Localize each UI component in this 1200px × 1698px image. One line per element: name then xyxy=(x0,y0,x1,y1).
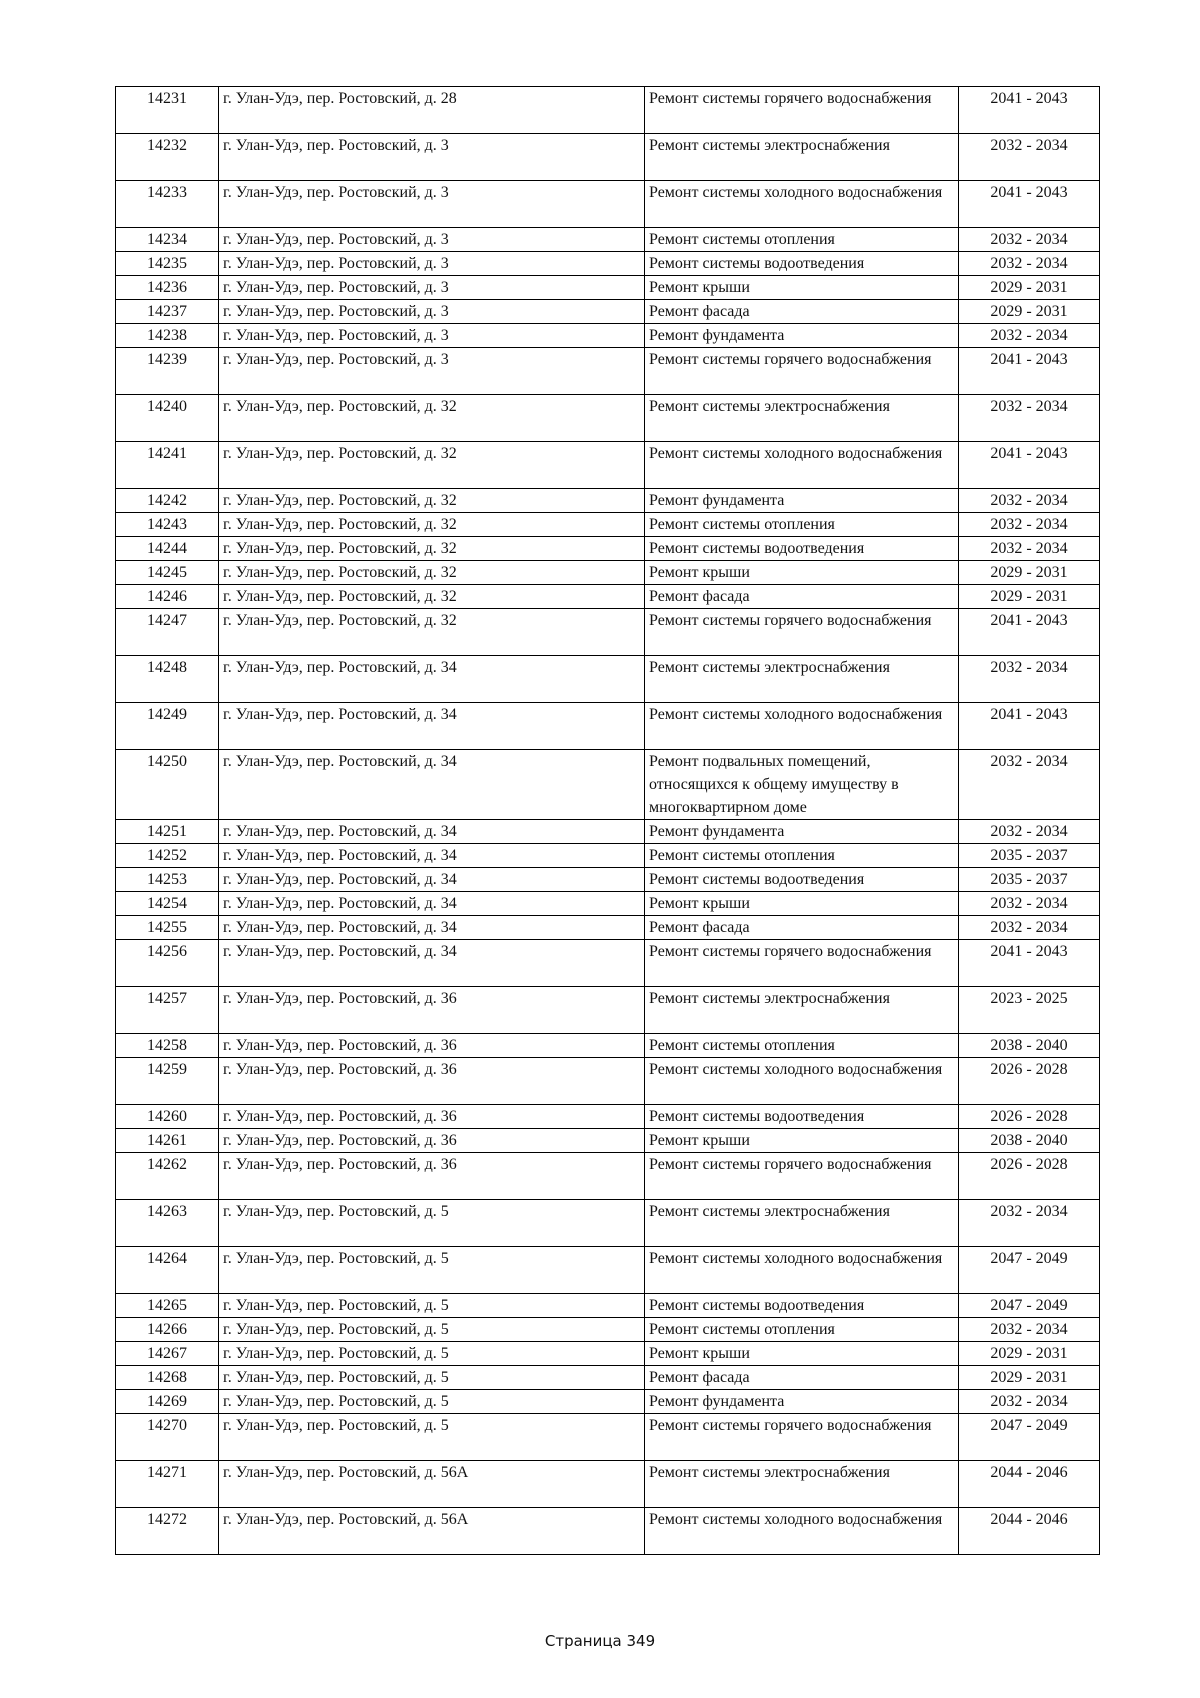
row-work-type: Ремонт системы водоотведения xyxy=(645,537,959,561)
row-work-type: Ремонт системы отопления xyxy=(645,228,959,252)
row-number: 14268 xyxy=(116,1366,219,1390)
row-address: г. Улан-Удэ, пер. Ростовский, д. 32 xyxy=(219,561,645,585)
row-number: 14270 xyxy=(116,1414,219,1461)
row-number: 14243 xyxy=(116,513,219,537)
row-work-type: Ремонт подвальных помещений, относящихся к общему имуществу в многоквартирном доме xyxy=(645,750,959,820)
row-period: 2032 - 2034 xyxy=(959,489,1100,513)
row-period: 2041 - 2043 xyxy=(959,348,1100,395)
table-row xyxy=(116,868,1100,892)
row-address: г. Улан-Удэ, пер. Ростовский, д. 36 xyxy=(219,1153,645,1200)
row-work-type: Ремонт системы горячего водоснабжения xyxy=(645,1153,959,1200)
table-row xyxy=(116,1508,1100,1555)
row-address: г. Улан-Удэ, пер. Ростовский, д. 3 xyxy=(219,324,645,348)
row-number: 14246 xyxy=(116,585,219,609)
table-row xyxy=(116,324,1100,348)
row-number: 14240 xyxy=(116,395,219,442)
row-address: г. Улан-Удэ, пер. Ростовский, д. 5 xyxy=(219,1294,645,1318)
row-number: 14233 xyxy=(116,181,219,228)
row-number: 14259 xyxy=(116,1058,219,1105)
row-number: 14258 xyxy=(116,1034,219,1058)
row-work-type: Ремонт крыши xyxy=(645,1129,959,1153)
row-period: 2047 - 2049 xyxy=(959,1414,1100,1461)
table-row xyxy=(116,1414,1100,1461)
row-address: г. Улан-Удэ, пер. Ростовский, д. 36 xyxy=(219,1058,645,1105)
row-number: 14245 xyxy=(116,561,219,585)
table-row xyxy=(116,585,1100,609)
row-number: 14255 xyxy=(116,916,219,940)
row-work-type: Ремонт системы отопления xyxy=(645,1034,959,1058)
row-address: г. Улан-Удэ, пер. Ростовский, д. 32 xyxy=(219,513,645,537)
table-row xyxy=(116,134,1100,181)
row-address: г. Улан-Удэ, пер. Ростовский, д. 3 xyxy=(219,181,645,228)
row-address: г. Улан-Удэ, пер. Ростовский, д. 3 xyxy=(219,276,645,300)
row-address: г. Улан-Удэ, пер. Ростовский, д. 32 xyxy=(219,395,645,442)
row-number: 14254 xyxy=(116,892,219,916)
row-work-type: Ремонт системы отопления xyxy=(645,513,959,537)
row-address: г. Улан-Удэ, пер. Ростовский, д. 32 xyxy=(219,489,645,513)
table-row xyxy=(116,1129,1100,1153)
row-period: 2026 - 2028 xyxy=(959,1153,1100,1200)
table-row xyxy=(116,1294,1100,1318)
row-number: 14271 xyxy=(116,1461,219,1508)
row-number: 14256 xyxy=(116,940,219,987)
table-row xyxy=(116,1034,1100,1058)
row-period: 2032 - 2034 xyxy=(959,228,1100,252)
row-number: 14249 xyxy=(116,703,219,750)
row-period: 2035 - 2037 xyxy=(959,844,1100,868)
row-address: г. Улан-Удэ, пер. Ростовский, д. 34 xyxy=(219,868,645,892)
row-address: г. Улан-Удэ, пер. Ростовский, д. 36 xyxy=(219,1129,645,1153)
row-number: 14250 xyxy=(116,750,219,820)
row-period: 2041 - 2043 xyxy=(959,609,1100,656)
table-body xyxy=(116,87,1100,1555)
row-work-type: Ремонт крыши xyxy=(645,276,959,300)
table-row xyxy=(116,1318,1100,1342)
table-row xyxy=(116,609,1100,656)
row-period: 2032 - 2034 xyxy=(959,892,1100,916)
table-row xyxy=(116,820,1100,844)
row-number: 14253 xyxy=(116,868,219,892)
row-work-type: Ремонт системы отопления xyxy=(645,844,959,868)
table-row xyxy=(116,228,1100,252)
row-number: 14234 xyxy=(116,228,219,252)
row-work-type: Ремонт фундамента xyxy=(645,489,959,513)
row-address: г. Улан-Удэ, пер. Ростовский, д. 34 xyxy=(219,916,645,940)
row-number: 14252 xyxy=(116,844,219,868)
table-row xyxy=(116,987,1100,1034)
row-period: 2032 - 2034 xyxy=(959,656,1100,703)
table-row xyxy=(116,276,1100,300)
row-period: 2023 - 2025 xyxy=(959,987,1100,1034)
table-row xyxy=(116,1461,1100,1508)
row-number: 14242 xyxy=(116,489,219,513)
row-work-type: Ремонт системы горячего водоснабжения xyxy=(645,348,959,395)
table-row xyxy=(116,1105,1100,1129)
row-period: 2032 - 2034 xyxy=(959,750,1100,820)
row-address: г. Улан-Удэ, пер. Ростовский, д. 3 xyxy=(219,134,645,181)
row-period: 2029 - 2031 xyxy=(959,300,1100,324)
table-row xyxy=(116,1342,1100,1366)
table-row xyxy=(116,252,1100,276)
row-work-type: Ремонт системы электроснабжения xyxy=(645,656,959,703)
row-address: г. Улан-Удэ, пер. Ростовский, д. 36 xyxy=(219,1105,645,1129)
row-work-type: Ремонт системы холодного водоснабжения xyxy=(645,442,959,489)
row-address: г. Улан-Удэ, пер. Ростовский, д. 34 xyxy=(219,820,645,844)
row-period: 2032 - 2034 xyxy=(959,537,1100,561)
row-address: г. Улан-Удэ, пер. Ростовский, д. 5 xyxy=(219,1342,645,1366)
row-work-type: Ремонт фасада xyxy=(645,300,959,324)
row-address: г. Улан-Удэ, пер. Ростовский, д. 32 xyxy=(219,537,645,561)
row-number: 14232 xyxy=(116,134,219,181)
row-address: г. Улан-Удэ, пер. Ростовский, д. 5 xyxy=(219,1366,645,1390)
table-row xyxy=(116,703,1100,750)
row-number: 14269 xyxy=(116,1390,219,1414)
page-number-footer: Страница 349 xyxy=(544,1632,656,1650)
table-row xyxy=(116,442,1100,489)
row-address: г. Улан-Удэ, пер. Ростовский, д. 5 xyxy=(219,1318,645,1342)
row-address: г. Улан-Удэ, пер. Ростовский, д. 3 xyxy=(219,348,645,395)
table-row xyxy=(116,1247,1100,1294)
row-work-type: Ремонт системы электроснабжения xyxy=(645,395,959,442)
row-work-type: Ремонт крыши xyxy=(645,1342,959,1366)
row-period: 2032 - 2034 xyxy=(959,1318,1100,1342)
row-number: 14257 xyxy=(116,987,219,1034)
row-number: 14251 xyxy=(116,820,219,844)
row-address: г. Улан-Удэ, пер. Ростовский, д. 32 xyxy=(219,585,645,609)
row-work-type: Ремонт системы отопления xyxy=(645,1318,959,1342)
row-number: 14236 xyxy=(116,276,219,300)
table-row xyxy=(116,87,1100,134)
row-work-type: Ремонт системы электроснабжения xyxy=(645,1461,959,1508)
row-address: г. Улан-Удэ, пер. Ростовский, д. 3 xyxy=(219,252,645,276)
row-period: 2032 - 2034 xyxy=(959,1200,1100,1247)
row-period: 2026 - 2028 xyxy=(959,1058,1100,1105)
row-work-type: Ремонт крыши xyxy=(645,561,959,585)
table-row xyxy=(116,537,1100,561)
row-number: 14235 xyxy=(116,252,219,276)
row-number: 14241 xyxy=(116,442,219,489)
row-work-type: Ремонт системы электроснабжения xyxy=(645,134,959,181)
row-work-type: Ремонт системы горячего водоснабжения xyxy=(645,1414,959,1461)
row-work-type: Ремонт фасада xyxy=(645,585,959,609)
row-address: г. Улан-Удэ, пер. Ростовский, д. 5 xyxy=(219,1390,645,1414)
row-work-type: Ремонт системы холодного водоснабжения xyxy=(645,1508,959,1555)
table-row xyxy=(116,1200,1100,1247)
row-number: 14263 xyxy=(116,1200,219,1247)
table-row xyxy=(116,181,1100,228)
table-row xyxy=(116,940,1100,987)
table-row xyxy=(116,1366,1100,1390)
row-address: г. Улан-Удэ, пер. Ростовский, д. 5 xyxy=(219,1247,645,1294)
row-period: 2029 - 2031 xyxy=(959,585,1100,609)
row-address: г. Улан-Удэ, пер. Ростовский, д. 34 xyxy=(219,656,645,703)
row-work-type: Ремонт фундамента xyxy=(645,1390,959,1414)
row-period: 2029 - 2031 xyxy=(959,1366,1100,1390)
row-period: 2032 - 2034 xyxy=(959,395,1100,442)
row-address: г. Улан-Удэ, пер. Ростовский, д. 34 xyxy=(219,892,645,916)
row-work-type: Ремонт системы горячего водоснабжения xyxy=(645,87,959,134)
table-row xyxy=(116,656,1100,703)
row-address: г. Улан-Удэ, пер. Ростовский, д. 36 xyxy=(219,1034,645,1058)
row-work-type: Ремонт системы электроснабжения xyxy=(645,1200,959,1247)
row-period: 2038 - 2040 xyxy=(959,1129,1100,1153)
row-address: г. Улан-Удэ, пер. Ростовский, д. 34 xyxy=(219,940,645,987)
row-number: 14262 xyxy=(116,1153,219,1200)
row-number: 14267 xyxy=(116,1342,219,1366)
row-period: 2032 - 2034 xyxy=(959,134,1100,181)
row-work-type: Ремонт системы холодного водоснабжения xyxy=(645,703,959,750)
row-address: г. Улан-Удэ, пер. Ростовский, д. 56А xyxy=(219,1461,645,1508)
row-work-type: Ремонт системы водоотведения xyxy=(645,1294,959,1318)
row-period: 2041 - 2043 xyxy=(959,87,1100,134)
row-number: 14266 xyxy=(116,1318,219,1342)
table-row xyxy=(116,300,1100,324)
row-period: 2032 - 2034 xyxy=(959,1390,1100,1414)
row-work-type: Ремонт фасада xyxy=(645,916,959,940)
table-row xyxy=(116,1058,1100,1105)
row-work-type: Ремонт системы электроснабжения xyxy=(645,987,959,1034)
row-period: 2032 - 2034 xyxy=(959,324,1100,348)
row-number: 14248 xyxy=(116,656,219,703)
repair-schedule-table xyxy=(115,86,1100,1555)
row-period: 2029 - 2031 xyxy=(959,276,1100,300)
row-work-type: Ремонт фасада xyxy=(645,1366,959,1390)
row-period: 2029 - 2031 xyxy=(959,1342,1100,1366)
row-work-type: Ремонт системы горячего водоснабжения xyxy=(645,940,959,987)
row-number: 14247 xyxy=(116,609,219,656)
row-period: 2041 - 2043 xyxy=(959,940,1100,987)
table-row xyxy=(116,750,1100,820)
row-number: 14260 xyxy=(116,1105,219,1129)
row-period: 2047 - 2049 xyxy=(959,1247,1100,1294)
table-row xyxy=(116,348,1100,395)
row-work-type: Ремонт фундамента xyxy=(645,324,959,348)
row-number: 14239 xyxy=(116,348,219,395)
row-number: 14231 xyxy=(116,87,219,134)
table-row xyxy=(116,1390,1100,1414)
row-period: 2035 - 2037 xyxy=(959,868,1100,892)
row-number: 14261 xyxy=(116,1129,219,1153)
row-period: 2041 - 2043 xyxy=(959,703,1100,750)
row-number: 14265 xyxy=(116,1294,219,1318)
row-work-type: Ремонт фундамента xyxy=(645,820,959,844)
table-row xyxy=(116,489,1100,513)
row-address: г. Улан-Удэ, пер. Ростовский, д. 36 xyxy=(219,987,645,1034)
row-number: 14244 xyxy=(116,537,219,561)
row-period: 2029 - 2031 xyxy=(959,561,1100,585)
row-period: 2032 - 2034 xyxy=(959,916,1100,940)
table-row xyxy=(116,892,1100,916)
table-row xyxy=(116,395,1100,442)
row-period: 2041 - 2043 xyxy=(959,181,1100,228)
row-work-type: Ремонт крыши xyxy=(645,892,959,916)
table-row xyxy=(116,844,1100,868)
row-address: г. Улан-Удэ, пер. Ростовский, д. 28 xyxy=(219,87,645,134)
row-address: г. Улан-Удэ, пер. Ростовский, д. 56А xyxy=(219,1508,645,1555)
row-period: 2032 - 2034 xyxy=(959,513,1100,537)
row-address: г. Улан-Удэ, пер. Ростовский, д. 5 xyxy=(219,1414,645,1461)
row-period: 2038 - 2040 xyxy=(959,1034,1100,1058)
row-address: г. Улан-Удэ, пер. Ростовский, д. 5 xyxy=(219,1200,645,1247)
row-work-type: Ремонт системы холодного водоснабжения xyxy=(645,1247,959,1294)
row-period: 2032 - 2034 xyxy=(959,820,1100,844)
row-address: г. Улан-Удэ, пер. Ростовский, д. 32 xyxy=(219,442,645,489)
row-period: 2044 - 2046 xyxy=(959,1461,1100,1508)
row-address: г. Улан-Удэ, пер. Ростовский, д. 3 xyxy=(219,228,645,252)
table-row xyxy=(116,1153,1100,1200)
row-address: г. Улан-Удэ, пер. Ростовский, д. 32 xyxy=(219,609,645,656)
row-number: 14237 xyxy=(116,300,219,324)
table-row xyxy=(116,916,1100,940)
row-period: 2032 - 2034 xyxy=(959,252,1100,276)
row-period: 2026 - 2028 xyxy=(959,1105,1100,1129)
row-address: г. Улан-Удэ, пер. Ростовский, д. 34 xyxy=(219,844,645,868)
row-address: г. Улан-Удэ, пер. Ростовский, д. 34 xyxy=(219,750,645,820)
table-row xyxy=(116,513,1100,537)
row-number: 14264 xyxy=(116,1247,219,1294)
row-work-type: Ремонт системы водоотведения xyxy=(645,868,959,892)
row-work-type: Ремонт системы водоотведения xyxy=(645,252,959,276)
row-number: 14238 xyxy=(116,324,219,348)
row-work-type: Ремонт системы холодного водоснабжения xyxy=(645,181,959,228)
row-period: 2047 - 2049 xyxy=(959,1294,1100,1318)
row-period: 2044 - 2046 xyxy=(959,1508,1100,1555)
row-period: 2041 - 2043 xyxy=(959,442,1100,489)
row-number: 14272 xyxy=(116,1508,219,1555)
row-work-type: Ремонт системы водоотведения xyxy=(645,1105,959,1129)
row-address: г. Улан-Удэ, пер. Ростовский, д. 3 xyxy=(219,300,645,324)
row-work-type: Ремонт системы холодного водоснабжения xyxy=(645,1058,959,1105)
table-row xyxy=(116,561,1100,585)
row-address: г. Улан-Удэ, пер. Ростовский, д. 34 xyxy=(219,703,645,750)
row-work-type: Ремонт системы горячего водоснабжения xyxy=(645,609,959,656)
